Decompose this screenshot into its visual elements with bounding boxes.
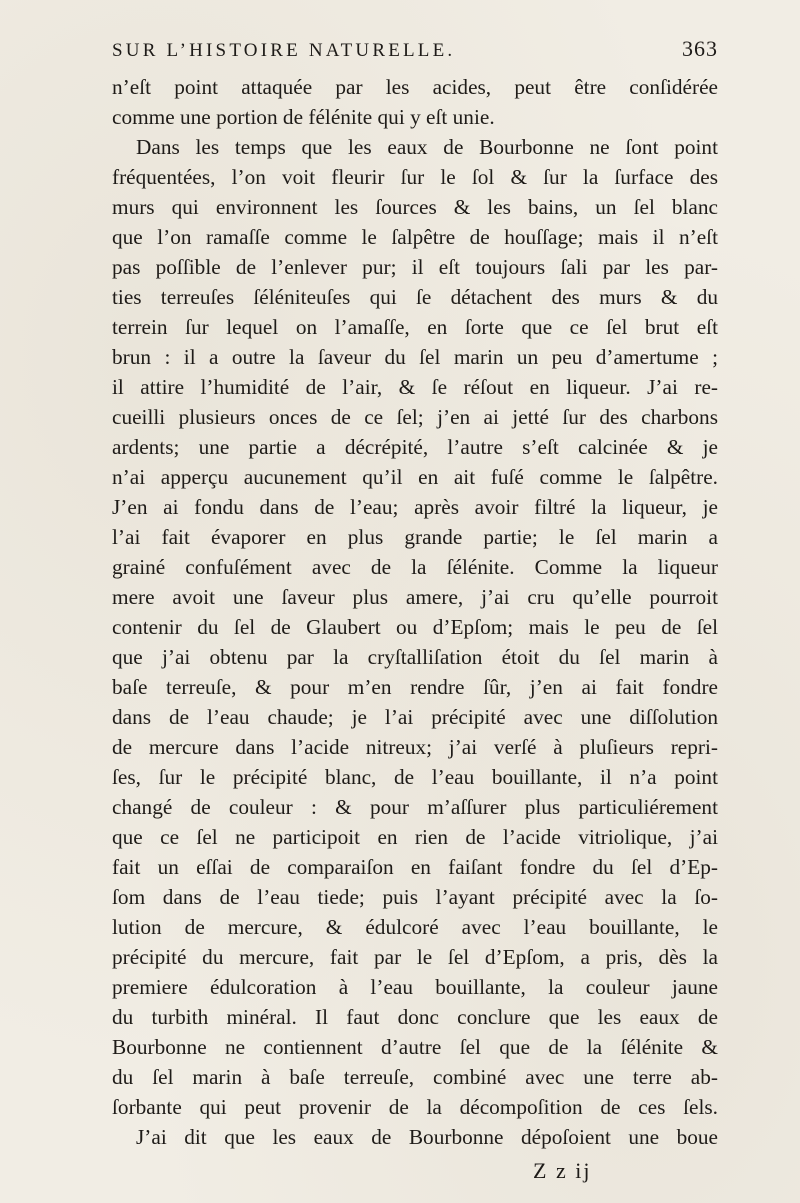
text-line: que l’on ramaſſe comme le ſalpêtre de houſſage; mais il n’eſt (112, 225, 718, 249)
text-line: pas poſſible de l’enlever pur; il eſt toujours ſali par les par- (112, 255, 718, 279)
text-line: J’en ai fondu dans de l’eau; après avoir filtré la liqueur, je (112, 495, 718, 519)
text-line: premiere édulcoration à l’eau bouillante, la couleur jaune (112, 975, 718, 999)
text-line: contenir du ſel de Glaubert ou d’Epſom; mais le peu de ſel (112, 615, 718, 639)
text-line: ſorbante qui peut provenir de la décompoſition de ces ſels. (112, 1095, 718, 1119)
text-line: murs qui environnent les ſources & les bains, un ſel blanc (112, 195, 718, 219)
text-line: précipité du mercure, fait par le ſel d’Epſom, a pris, dès la (112, 945, 718, 969)
text-line: changé de couleur : & pour m’aſſurer plus particuliérement (112, 795, 718, 819)
running-title: SUR L’HISTOIRE NATURELLE. (112, 40, 456, 61)
text-line: fréquentées, l’on voit fleurir ſur le ſol & ſur la ſurface des (112, 165, 718, 189)
text-line: ſom dans de l’eau tiede; puis l’ayant précipité avec la ſo- (112, 885, 718, 909)
text-line: de mercure dans l’acide nitreux; j’ai verſé à pluſieurs repri- (112, 735, 718, 759)
text-line: fait un eſſai de comparaiſon en faiſant fondre du ſel d’Ep- (112, 855, 718, 879)
page-number: 363 (682, 36, 718, 61)
text-line: terrein ſur lequel on l’amaſſe, en ſorte que ce ſel brut eſt (112, 315, 718, 339)
text-line: ſes, ſur le précipité blanc, de l’eau bouillante, il n’a point (112, 765, 718, 789)
text-line: du ſel marin à baſe terreuſe, combiné avec une terre ab- (112, 1065, 718, 1089)
text-line: Bourbonne ne contiennent d’autre ſel que de la ſélénite & (112, 1035, 718, 1059)
text-line: cueilli plusieurs onces de ce ſel; j’en ai jetté ſur des charbons (112, 405, 718, 429)
text-line: que ce ſel ne participoit en rien de l’acide vitriolique, j’ai (112, 825, 718, 849)
text-line: du turbith minéral. Il faut donc conclure que les eaux de (112, 1005, 718, 1029)
text-line: brun : il a outre la ſaveur du ſel marin un peu d’amertume ; (112, 345, 718, 369)
text-line: comme une portion de félénite qui y eſt unie. (112, 105, 495, 129)
text-line: grainé confuſément avec de la ſélénite. Comme la liqueur (112, 555, 718, 579)
signature-mark: Z z ij (533, 1158, 592, 1183)
text-line: ties terreuſes ſéléniteuſes qui ſe détachent des murs & du (112, 285, 718, 309)
text-line: Dans les temps que les eaux de Bourbonne ne ſont point (136, 135, 718, 159)
text-line: dans de l’eau chaude; je l’ai précipité avec une diſſolution (112, 705, 718, 729)
text-line: l’ai fait évaporer en plus grande partie; le ſel marin a (112, 525, 718, 549)
text-line: ardents; une partie a décrépité, l’autre s’eſt calcinée & je (112, 435, 718, 459)
text-line: lution de mercure, & édulcoré avec l’eau bouillante, le (112, 915, 718, 939)
text-line: il attire l’humidité de l’air, & ſe réſout en liqueur. J’ai re- (112, 375, 718, 399)
text-line: mere avoit une ſaveur plus amere, j’ai cru qu’elle pourroit (112, 585, 718, 609)
text-line: J’ai dit que les eaux de Bourbonne dépoſoient une boue (136, 1125, 718, 1149)
text-line: n’ai apperçu aucunement qu’il en ait fuſé comme le ſalpêtre. (112, 465, 718, 489)
page-header (112, 36, 718, 70)
text-line: n’eſt point attaquée par les acides, peut être conſidérée (112, 75, 718, 99)
text-line: que j’ai obtenu par la cryſtalliſation étoit du ſel marin à (112, 645, 718, 669)
text-line: baſe terreuſe, & pour m’en rendre ſûr, j’en ai fait fondre (112, 675, 718, 699)
